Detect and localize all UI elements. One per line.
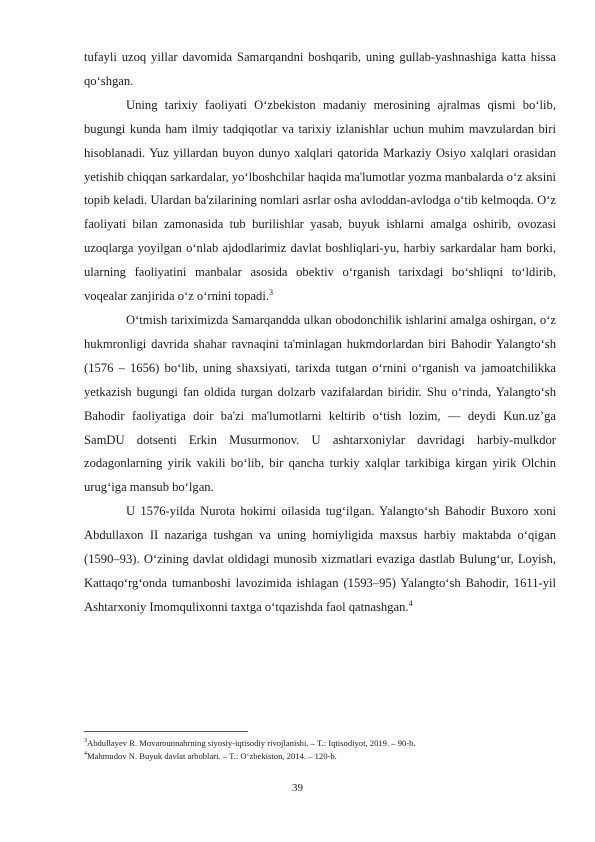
paragraph-4	[84, 500, 556, 620]
footnote-divider	[84, 731, 248, 732]
paragraph-3: O‘tmish tariximizda Samarqandda ulkan obodonchilik ishlarini amalga oshirgan, o‘z hukmronligi davrida shahar ravnaqini ta'minlagan hukmdorlardan biri Bahodir Yalangto‘sh (1576 – 1656) bo‘lib, uning shaxsiyati, tarixda tutgan o‘rnini o‘rganish va jamoatchilikka yetkazish bugungi fan oldida turgan dolzarb vazifalardan biridir. Shu o‘rinda, Yalangto‘sh Bahodir faoliyatiga doir ba'zi ma'lumotlarni keltirib o‘tish lozim, — deydi Kun.uz’ga SamDU dotsenti Erkin Musurmonov. U ashtarxoniylar davridagi harbiy-mulkdor zodagonlarning yirik vakili bo‘lib, bir qancha turkiy xalqlar tarkibiga kirgan yirik Olchin urug‘iga mansub bo‘lgan.	[84, 312, 556, 495]
footnotes	[84, 737, 564, 763]
paragraph-2	[84, 94, 556, 309]
paragraph-4-text: U 1576-yilda Nurota hokimi oilasida tug‘ilgan. Yalangto‘sh Bahodir Buxoro xoni Abdullaxon II nazariga tushgan va uning homiyligida maxsus harbiy maktabda o‘qigan (1590–93). O‘zining davlat oldidagi munosib xizmatlari evaziga dastlab Bulung‘ur, Loyish, Kattaqo‘rg‘onda tumanboshi lavozimida ishlagan (1593–95) Yalangto‘sh Bahodir, 1611-yil Ashtarxoniy Imomqulixonni taxtga o‘tqazishda faol qatnashgan.	[84, 504, 556, 614]
footnote-3	[84, 737, 564, 750]
paragraph-2-text: Uning tarixiy faoliyati O‘zbekiston madaniy merosining ajralmas qismi bo‘lib, bugungi kunda ham ilmiy tadqiqotlar va tarixiy izlanishlar uchun muhim mavzulardan biri hisoblanadi. Yuz yillardan buyon dunyo xalqlari qatorida Markaziy Osiyo xalqlari orasidan yetishib chiqqan sarkardalar, yo‘lboshchilar haqida ma'lumotlar yozma manbalarda o‘z aksini topib keladi. Ulardan ba'zilarining nomlari asrlar osha avloddan-avlodga o‘tib kelmoqda. O‘z faoliyati bilan zamonasida tub burilishlar yasab, buyuk ishlarni amalga oshirib, ovozasi uzoqlarga yoyilgan o‘nlab ajdodlarimiz davlat boshliqlari-yu, harbiy sarkardalar ham borki, ularning faoliyatini manbalar asosida obektiv o‘rganish tarixdagi bo‘shliqni to‘ldirib, voqealar zanjirida o‘z o‘rnini topadi.	[84, 97, 556, 304]
footnote-4	[84, 750, 564, 763]
footnote-3-marker: 3	[84, 738, 87, 745]
paragraph-1: tufayli uzoq yillar davomida Samarqandni boshqarib, uning gullab-yashnashiga katta hissa qo‘shgan.	[84, 50, 556, 88]
footnote-4-text: Mahmudov N. Buyuk davlat arboblari. – T.: O‘zbekiston, 2014. – 120-b.	[87, 751, 337, 761]
footnote-ref-3[interactable]: 3	[268, 287, 273, 297]
footnote-4-marker: 4	[84, 751, 87, 758]
page-number: 39	[292, 782, 303, 794]
document-body	[84, 46, 556, 620]
footnote-ref-4[interactable]: 4	[408, 598, 413, 608]
footnote-3-text: Abdullayev R. Movarounnahrning siyosiy-iqtisodiy rivojlanishi. – T.: Iqtisodiyot, 2019. – 90-b.	[87, 738, 416, 748]
